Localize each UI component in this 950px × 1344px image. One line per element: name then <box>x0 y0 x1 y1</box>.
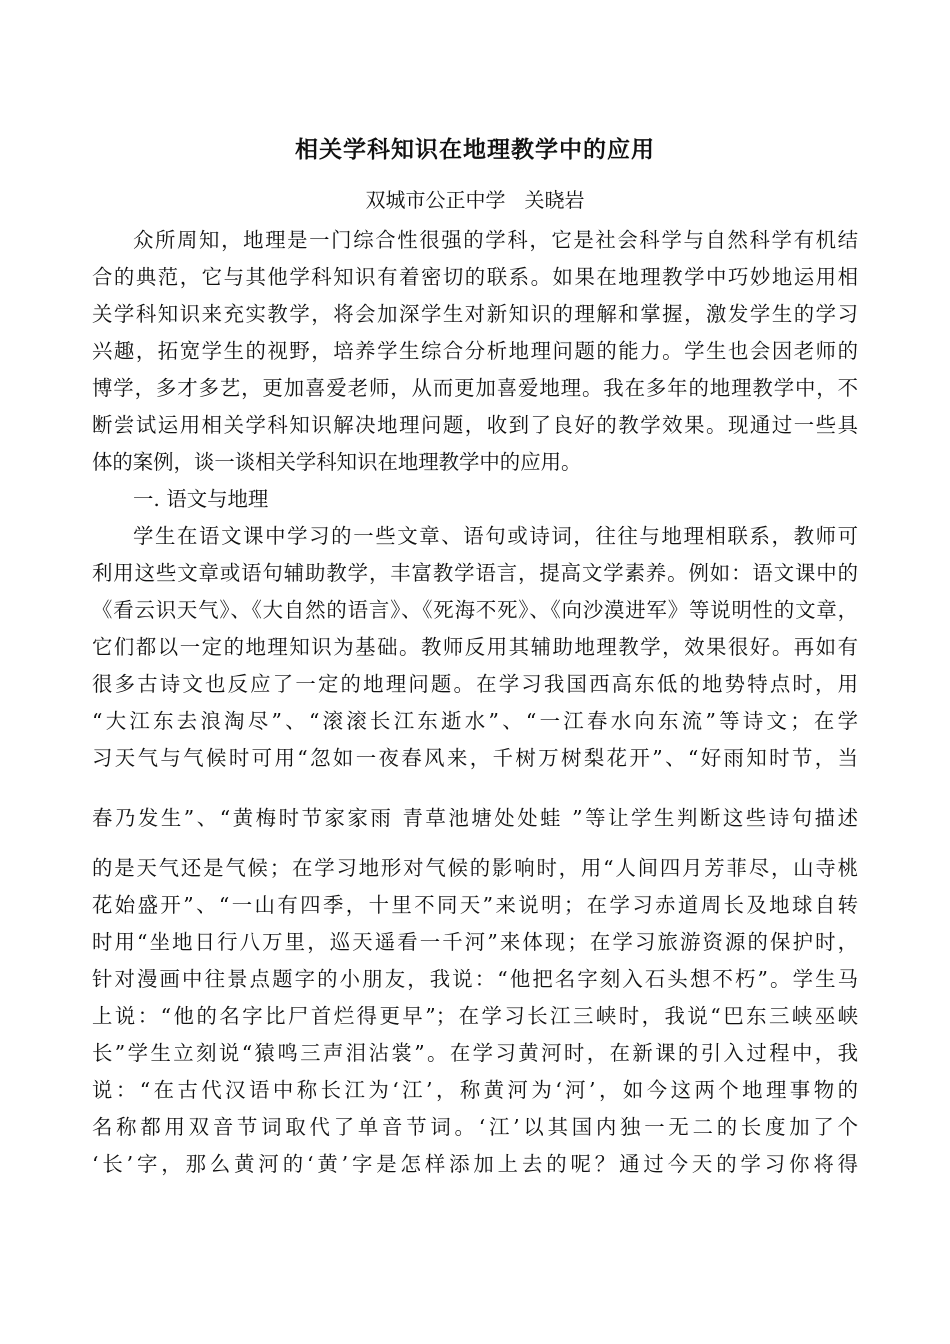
text-line: 众所周知，地理是一门综合性很强的学科，它是社会科学与自然科学有机结 <box>133 228 858 252</box>
text-line: 时用“坐地日行八万里，巡天遥看一千河”来体现；在学习旅游资源的保护时， <box>92 930 858 954</box>
text-line: 春乃发生”、“黄梅时节家家雨 青草池塘处处蛙 ”等让学生判断这些诗句描述 <box>92 806 858 830</box>
text-line: 兴趣，拓宽学生的视野，培养学生综合分析地理问题的能力。学生也会因老师的 <box>92 339 858 363</box>
text-line: 花始盛开”、“一山有四季，十里不同天”来说明；在学习赤道周长及地球自转 <box>92 893 858 917</box>
text-line: 的是天气还是气候；在学习地形对气候的影响时，用“人间四月芳菲尽，山寺桃 <box>92 856 858 880</box>
text-line: 长”学生立刻说“猿鸣三声泪沾裳”。在学习黄河时，在新课的引入过程中，我 <box>92 1041 858 1065</box>
text-line: 关学科知识来充实教学，将会加深学生对新知识的理解和掌握，激发学生的学习 <box>92 302 858 326</box>
text-line: ‘长’字，那么黄河的‘黄’字是怎样添加上去的呢？通过今天的学习你将得 <box>92 1152 858 1176</box>
text-line: 合的典范，它与其他学科知识有着密切的联系。如果在地理教学中巧妙地运用相 <box>92 265 858 289</box>
text-line: 《看云识天气》、《大自然的语言》、《死海不死》、《向沙漠进军》等说明性的文章， <box>92 598 858 622</box>
text-line: 体的案例，谈一谈相关学科知识在地理教学中的应用。 <box>92 450 582 474</box>
text-line: 名称都用双音节词取代了单音节词。‘江’以其国内独一无二的长度加了个 <box>92 1115 858 1139</box>
text-line: 习天气与气候时可用“忽如一夜春风来，千树万树梨花开”、“好雨知时节，当 <box>92 746 858 770</box>
author-line: 双城市公正中学 关晓岩 <box>365 188 585 212</box>
document-title: 相关学科知识在地理教学中的应用 <box>295 137 655 163</box>
text-line: 它们都以一定的地理知识为基础。教师反用其辅助地理教学，效果很好。再如有 <box>92 635 858 659</box>
text-line: 说：“在古代汉语中称长江为‘江’，称黄河为‘河’，如今这两个地理事物的 <box>92 1078 858 1102</box>
text-line: 学生在语文课中学习的一些文章、语句或诗词，往往与地理相联系，教师可 <box>133 524 858 548</box>
text-line: 很多古诗文也反应了一定的地理问题。在学习我国西高东低的地势特点时，用 <box>92 672 858 696</box>
text-line: 上说：“他的名字比尸首烂得更早”；在学习长江三峡时，我说“巴东三峡巫峡 <box>92 1004 858 1028</box>
text-line: 针对漫画中往景点题字的小朋友，我说：“他把名字刻入石头想不朽”。学生马 <box>92 967 858 991</box>
text-line: 断尝试运用相关学科知识解决地理问题，收到了良好的教学效果。现通过一些具 <box>92 413 858 437</box>
section-heading: 一. 语文与地理 <box>133 487 269 511</box>
text-line: 博学，多才多艺，更加喜爱老师，从而更加喜爱地理。我在多年的地理教学中，不 <box>92 376 858 400</box>
text-line: “大江东去浪淘尽”、“滚滚长江东逝水”、“一江春水向东流”等诗文；在学 <box>92 709 858 733</box>
text-line: 利用这些文章或语句辅助教学，丰富教学语言，提高文学素养。例如：语文课中的 <box>92 561 858 585</box>
